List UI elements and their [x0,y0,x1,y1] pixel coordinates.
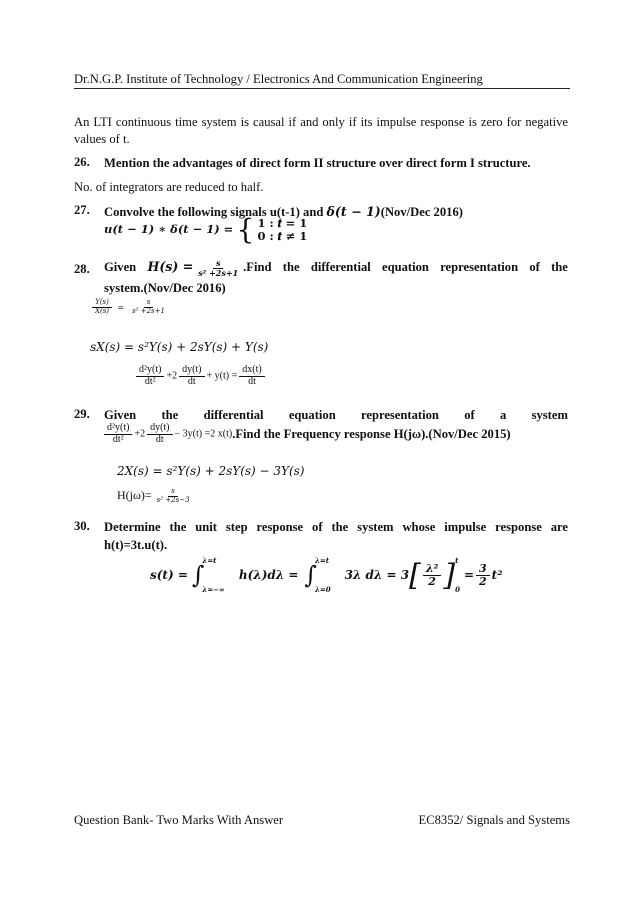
question-29-line1: Given the differential equation representation of a system [104,408,568,422]
question-30-line2: h(t)=3t.u(t). [104,538,168,552]
question-number-29: 29. [74,407,90,421]
question-number-26: 26. [74,155,90,169]
transfer-function-math: H(s) = $\frac{s}{\text{s² +2s+1}}$ .Find [147,258,272,278]
delta-shift-math: δ(t − 1) [326,204,381,219]
laplace-equation-29: 2X(s) = s²Y(s) + 2sY(s) − 3Y(s) [117,464,305,478]
answer-26: No. of integrators are reduced to half. [74,180,264,194]
differential-equation-28: $\frac{\text{d²y(t)}}{\text{dt²}}$ +2 $\frac{dy(t)}{dt}$ + y(t) = $\frac{dx(t)}{dt}$ [134,365,267,387]
laplace-equation-28: sX(s) = s²Y(s) + 2sY(s) + Y(s) [90,340,269,354]
question-27-text-b: (Nov/Dec 2016) [380,205,463,219]
question-30-line1: Determine the unit step response of the system whose impulse response are [104,520,568,534]
differential-equation-29: $\frac{\text{d²y(t)}}{\text{dt²}}$ +2 $\frac{dy(t)}{dt}$ − 3y(t) =2 x(t) [102,423,232,445]
footer-left: Question Bank- Two Marks With Answer [74,813,284,827]
footer-right: EC8352/ Signals and Systems [418,813,570,827]
question-29-line2: $\frac{\text{d²y(t)}}{\text{dt²}}$ +2 $\frac{dy(t)}{dt}$ − 3y(t) =2 x(t) .Find the Frequency response H(jω).(Nov/Dec 2015) [102,423,568,445]
ratio-equation: $\frac{Y(s)}{X(s)}$ = $\frac{s}{\text{s² +2s+1}}$ [90,299,170,315]
question-28-line1: Given H(s) = $\frac{s}{\text{s² +2s+1}}$ .Find the differential equation representation of the [104,258,568,278]
page-header: Dr.N.G.P. Institute of Technology / Electronics And Communication Engineering [74,72,570,89]
page-footer [74,813,570,828]
convolution-equation: u(t − 1) ∗ δ(t − 1) = { 𝟏 : 𝒕 = 𝟏 𝟎 : 𝒕 ≠ 𝟏 [104,213,308,246]
question-26-text: Mention the advantages of direct form II structure over direct form I structure. [104,156,531,170]
question-number-30: 30. [74,519,90,533]
question-number-28: 28. [74,262,90,276]
question-number-27: 27. [74,203,90,217]
unit-step-response-equation: s(t) = ∫ λ=t λ=−∞ h(λ)dλ = ∫ λ=t λ=0 3λ dλ = 3 [ $\frac{\text{λ²}}{2}$ ] t 0 = $\frac{3}{2}$ t² [150,556,503,594]
question-28-line2: system.(Nov/Dec 2016) [104,281,226,295]
question-27-text-a: Convolve the following signals u(t-1) and [104,205,324,219]
frequency-response-29: H(jω)= $\frac{s}{\text{s² +2s−3}}$ [117,487,190,504]
intro-paragraph: An LTI continuous time system is causal if and only if its impulse response is zero for negative values of t. [74,115,568,146]
